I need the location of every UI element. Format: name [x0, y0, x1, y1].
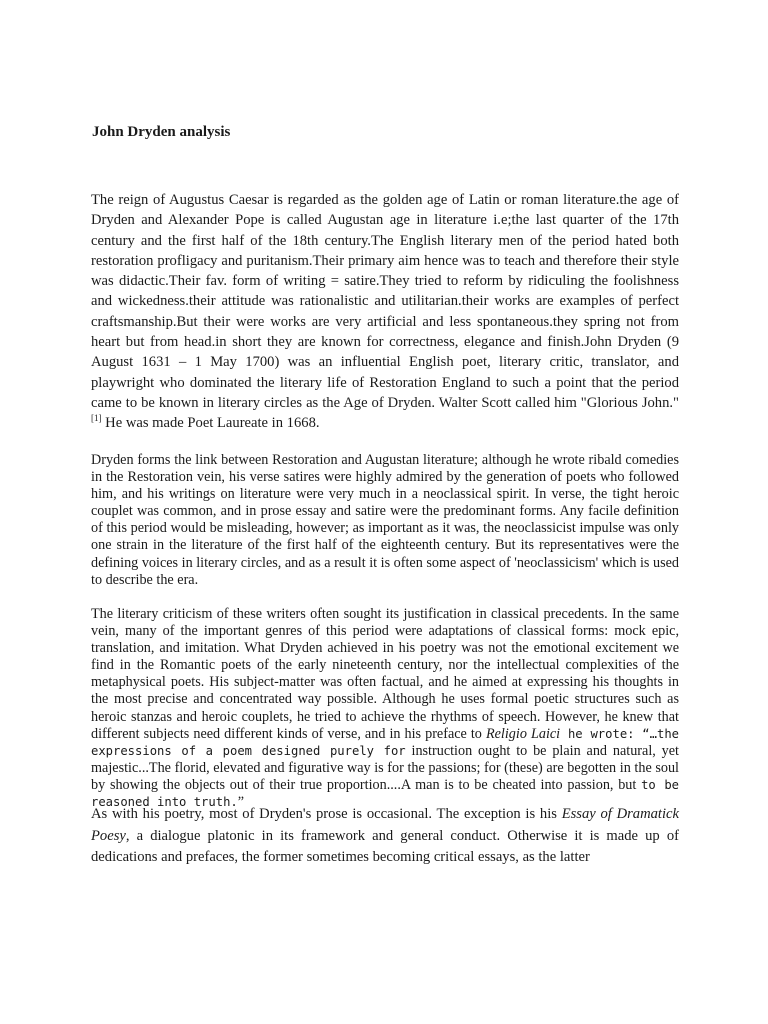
essay-title: Essay of Dramatick Poesy — [91, 806, 679, 844]
paragraph-4 — [91, 804, 679, 869]
paragraph-3-text-a: The literary criticism of these writers often sought its justification in classical precedents. In the same vein, many of the important genres of this period were adaptations of classical forms: mock epic, translation, and imitation. What Dryden achieved in his poetry was not the emotional excitement we find in the Romantic poets of the early nineteenth century, nor the intellectual complexities of the metaphysical poets. His subject-matter was often factual, and he aimed at expressing his thoughts in the most precise and concentrated way possible. Although he uses formal poetic structures such as heroic stanzas and heroic couplets, he tried to achieve the rhythms of speech. However, he knew that different subjects need different kinds of verse, and in his preface to — [91, 606, 679, 742]
paragraph-3-text-b: instruction ought to be plain and natural, yet majestic...The florid, elevated and figurative way is for the passions; for (these) are begotten in the soul by showing the objects out of their true proportion....A man is to be cheated into passion, but — [91, 742, 679, 793]
quote-close: ” — [237, 794, 245, 811]
paragraph-3 — [91, 606, 679, 811]
paragraph-1 — [91, 190, 679, 434]
paragraph-4-text-a: As with his poetry, most of Dryden's prose is occasional. The exception is his — [91, 806, 562, 822]
quote-mono-1: he wrote: “…the expressions of a poem designed purely for — [91, 726, 679, 758]
footnote-link[interactable]: [1] — [91, 413, 102, 424]
paragraph-1-tail: He was made Poet Laureate in 1668. — [101, 415, 320, 432]
paragraph-1-text: The reign of Augustus Caesar is regarded as the golden age of Latin or roman literature.the age of Dryden and Alexander Pope is called Augustan age in literature i.e;the last quarter of the 17th century and the first half of the 18th century.The English literary men of the period hated both restoration profligacy and puritanism.Their primary aim hence was to teach and therefore their style was didactic.Their fav. form of writing = satire.They tried to reform by ridiculing the foolishness and wickedness.their attitude was rationalistic and utilitarian.their works are examples of perfect craftsmanship.But their were works are very artificial and less spontaneous.they spring not from heart but from head.in short they are known for correctness, elegance and finish.John Dryden (9 August 1631 – 1 May 1700) was an influential English poet, literary critic, translator, and playwright who dominated the literary life of Restoration England to such a point that the period came to be known in literary circles as the Age of Dryden. Walter Scott called him "Glorious John." — [91, 192, 679, 411]
paragraph-2: Dryden forms the link between Restoration and Augustan literature; although he wrote ribald comedies in the Restoration vein, his verse satires were highly admired by the generation of poets who followed him, and his writings on literature were very much in a neoclassical spirit. In verse, the tight heroic couplet was common, and in prose essay and satire were the predominant forms. Any facile definition of this period would be misleading, however; as important as it was, the neoclassicist impulse was only one strain in the literature of the first half of the eighteenth century. But its representatives were the defining voices in literary circles, and as a result it is often some aspect of 'neoclassicism' which is used to describe the era. — [91, 452, 679, 588]
paragraph-4-text-b: , a dialogue platonic in its framework and general conduct. Otherwise it is made up of dedications and prefaces, the former sometimes becoming critical essays, as the latter — [91, 827, 679, 865]
page-title: John Dryden analysis — [92, 124, 231, 140]
religio-laici-title: Religio Laici — [485, 725, 561, 742]
quote-mono-2: to be reasoned into truth. — [91, 777, 679, 810]
